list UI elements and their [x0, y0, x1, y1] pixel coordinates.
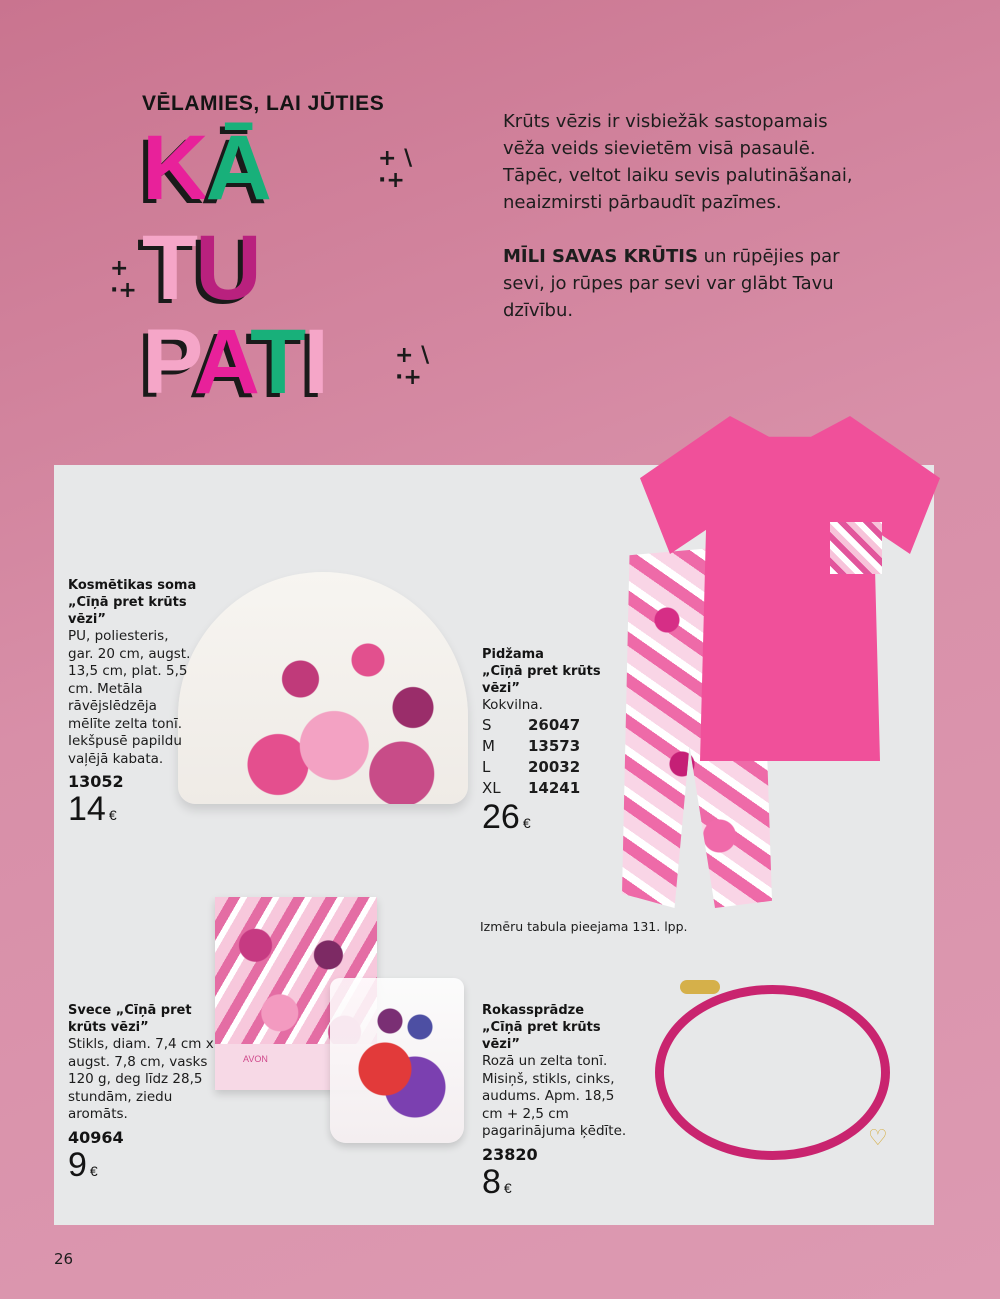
headline-letter: T: [142, 217, 196, 319]
headline-letter: K: [142, 117, 206, 219]
candle-box-label: AVON: [215, 1044, 377, 1090]
size-label: L: [482, 757, 491, 776]
price-currency: €: [522, 814, 531, 831]
bracelet-image: [655, 985, 890, 1160]
size-code: 14241: [528, 778, 581, 797]
product-title: „Cīņā pret krūts: [482, 1020, 601, 1035]
headline-letter: U: [195, 217, 259, 319]
price-value: 26: [482, 797, 520, 836]
size-code: 20032: [528, 757, 581, 776]
product-title: vēzi”: [482, 681, 520, 696]
headline-letter: T: [250, 311, 304, 413]
price-currency: €: [503, 1179, 512, 1196]
size-label: M: [482, 736, 495, 755]
price-value: 8: [482, 1162, 501, 1201]
product-code: 40964: [68, 1127, 124, 1147]
product-candle: [68, 1002, 218, 1189]
candle-glass-image: [330, 978, 464, 1143]
product-title: Rokassprādze: [482, 1003, 585, 1018]
price-value: 14: [68, 790, 106, 828]
price-currency: €: [89, 1162, 98, 1179]
product-code: 23820: [482, 1144, 538, 1164]
product-description: PU, poliesteris, gar. 20 cm, augst. 13,5 cm, plat. 5,5 cm. Metāla rāvējslēdzēja mēlīte zelta tonī. Iekšpusē papildu vaļējā kabata.: [68, 628, 191, 767]
size-code: 13573: [528, 736, 581, 755]
product-bag: [68, 577, 198, 833]
sparkle-icon: + ·+: [110, 256, 137, 303]
sparkle-icon: + \ ·+: [378, 146, 413, 193]
product-bracelet: [482, 1002, 637, 1206]
product-title: Pidžama: [482, 647, 544, 662]
size-chart-note: Izmēru tabula pieejama 131. lpp.: [480, 919, 688, 934]
size-table: [482, 715, 622, 799]
size-label: S: [482, 715, 492, 734]
product-price: [482, 1164, 637, 1206]
intro-emphasis: MĪLI SAVAS KRŪTIS: [503, 246, 698, 267]
intro-paragraph-2: [503, 243, 863, 324]
product-title: krūts vēzi”: [68, 1020, 149, 1035]
ribbon-charm-icon: ♡: [868, 1126, 888, 1151]
product-title: vēzi”: [68, 612, 106, 627]
product-pajamas: [482, 646, 622, 841]
headline-line-3: [142, 311, 326, 413]
product-price: [68, 1147, 218, 1189]
product-title: „Cīņā pret krūts: [482, 664, 601, 679]
price-currency: €: [108, 807, 117, 823]
headline-line-1: [142, 117, 269, 219]
product-title: „Cīņā pret krūts: [68, 595, 187, 610]
product-code: 13052: [68, 772, 124, 791]
product-title: Svece „Cīņā pret: [68, 1003, 192, 1018]
size-code: 26047: [528, 715, 581, 734]
bracelet-clasp-image: [680, 980, 720, 994]
headline-letter: I: [303, 311, 326, 413]
product-description: Kokvilna.: [482, 697, 543, 713]
product-price: [482, 799, 622, 841]
product-price: [68, 791, 198, 833]
headline-line-2: [142, 217, 259, 319]
pajama-pocket-image: [830, 522, 882, 574]
product-title: Kosmētikas soma: [68, 578, 197, 593]
product-description: Stikls, diam. 7,4 cm x augst. 7,8 cm, vasks 120 g, deg līdz 28,5 stundām, ziedu aromāts.: [68, 1036, 214, 1122]
headline-letter: Ā: [205, 117, 269, 219]
size-label: XL: [482, 778, 501, 797]
product-title: vēzi”: [482, 1037, 520, 1052]
headline-subtitle: VĒLAMIES, LAI JŪTIES: [142, 92, 385, 115]
product-description: Rozā un zelta tonī. Misiņš, stikls, cinks, audums. Apm. 18,5 cm + 2,5 cm pagarinājuma ķēdīte.: [482, 1053, 627, 1139]
intro-text: [503, 108, 863, 324]
page-number: 26: [54, 1250, 74, 1268]
intro-paragraph-2-rest: un rūpējies par sevi, jo rūpes par sevi var glābt Tavu dzīvību.: [503, 246, 840, 321]
price-value: 9: [68, 1145, 87, 1184]
sparkle-icon: + \ ·+: [395, 343, 430, 390]
intro-paragraph-1: Krūts vēzis ir visbiežāk sastopamais vēža veids sievietēm visā pasaulē. Tāpēc, veltot laiku sevis palutināšanai, neaizmirsti pārbaudīt pazīmes.: [503, 111, 853, 213]
headline-letter: P: [142, 311, 194, 413]
headline-letter: A: [193, 311, 251, 413]
